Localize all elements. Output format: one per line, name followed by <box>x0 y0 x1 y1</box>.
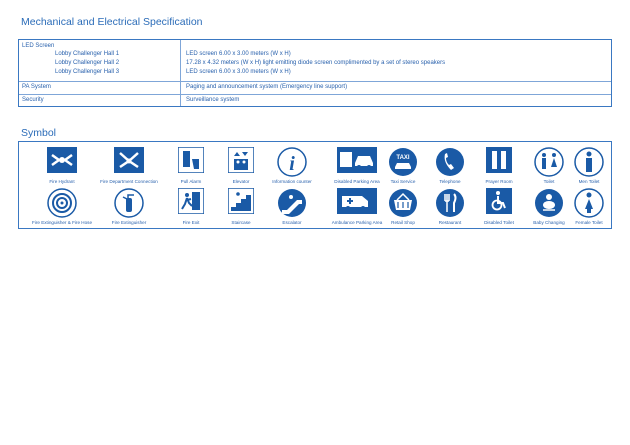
restaurant-icon <box>435 188 465 218</box>
symbol-cell <box>32 188 92 228</box>
symbol-cell <box>564 188 614 228</box>
symbol-label: Disabled Parking Area <box>334 179 380 184</box>
men-toilet-icon <box>574 147 604 177</box>
spec-row-led <box>19 40 611 82</box>
symbol-label: Information counter <box>272 179 312 184</box>
led-item-value: LED screen 6.00 x 3.00 meters (W x H) <box>186 69 291 75</box>
escalator-icon <box>277 188 307 218</box>
symbol-cell <box>564 147 614 187</box>
disabled-toilet-icon <box>486 188 512 214</box>
spec-label-led: LED Screen <box>22 43 55 49</box>
pull-alarm-icon <box>178 147 204 173</box>
symbol-title: Symbol <box>21 127 57 139</box>
symbol-label: Men Toilet <box>578 179 600 184</box>
symbol-label: Restaurant <box>438 220 462 225</box>
symbol-label: Baby Changing <box>533 220 565 225</box>
information-icon <box>277 147 307 177</box>
symbol-cell <box>267 147 317 187</box>
symbol-label: Staircase <box>231 220 251 225</box>
svg-text:i: i <box>289 153 295 175</box>
taxi-icon <box>388 147 418 177</box>
baby-changing-icon <box>534 188 564 218</box>
symbol-label: Fire Exit <box>182 220 200 225</box>
svg-text:TAXI: TAXI <box>396 155 410 161</box>
symbol-label: Telephone <box>439 179 461 184</box>
elevator-icon <box>228 147 254 173</box>
staircase-icon <box>228 188 254 214</box>
ambulance-icon <box>337 188 377 214</box>
telephone-icon <box>435 147 465 177</box>
shopping-basket-icon <box>388 188 418 218</box>
symbol-label: Elevator <box>232 179 250 184</box>
symbol-label: Ambulance Parking Area <box>331 220 383 225</box>
symbol-label: Fire Extinguisher & Fire Hose <box>32 220 92 225</box>
symbol-label: Escalator <box>282 220 302 225</box>
spec-title: Mechanical and Electrical Specification <box>21 16 203 28</box>
led-item-value: LED screen 6.00 x 3.00 meters (W x H) <box>186 51 291 57</box>
symbol-panel <box>18 141 612 229</box>
spec-row-security <box>19 94 611 107</box>
disabled-parking-icon <box>337 147 377 173</box>
symbol-cell <box>100 147 158 187</box>
spec-row-pa <box>19 81 611 95</box>
led-item-name: Lobby Challenger Hall 3 <box>55 69 120 75</box>
fire-hydrant-icon <box>47 147 77 173</box>
led-item-value: 17.28 x 4.32 meters (W x H) light emitting diode screen complimented by a set of stereo speakers <box>186 60 446 66</box>
female-toilet-icon <box>574 188 604 218</box>
led-item-name: Lobby Challenger Hall 1 <box>55 51 120 57</box>
spec-label-security: Security <box>22 97 44 103</box>
fire-exit-icon <box>178 188 204 214</box>
toilet-icon <box>534 147 564 177</box>
spec-label-pa: PA System <box>22 84 51 90</box>
symbol-label: Taxi Service <box>390 179 416 184</box>
symbol-cell <box>104 188 154 228</box>
prayer-room-icon <box>486 147 512 173</box>
symbol-label: Fire Department Connection <box>100 179 158 184</box>
symbol-label: Fire Hydrant <box>49 179 75 184</box>
symbol-cell <box>37 147 87 187</box>
symbol-label: Disabled Toilet <box>484 220 514 225</box>
symbol-cell <box>267 188 317 228</box>
spec-value-security: Surveillance system <box>186 97 240 103</box>
symbol-label: Female Toilet <box>575 220 603 225</box>
fire-department-connection-icon <box>114 147 144 173</box>
symbol-label: Pull Alarm <box>180 179 202 184</box>
spec-table <box>18 39 612 107</box>
symbol-label: Retail Shop <box>391 220 415 225</box>
symbol-label: Fire Extinguisher <box>111 220 147 225</box>
symbol-label: Prayer Room <box>485 179 513 184</box>
fire-hose-icon <box>47 188 77 218</box>
fire-extinguisher-icon <box>114 188 144 218</box>
led-item-name: Lobby Challenger Hall 2 <box>55 60 120 66</box>
symbol-label: Toilet <box>543 179 555 184</box>
spec-value-pa: Paging and announcement system (Emergency line support) <box>186 84 348 90</box>
